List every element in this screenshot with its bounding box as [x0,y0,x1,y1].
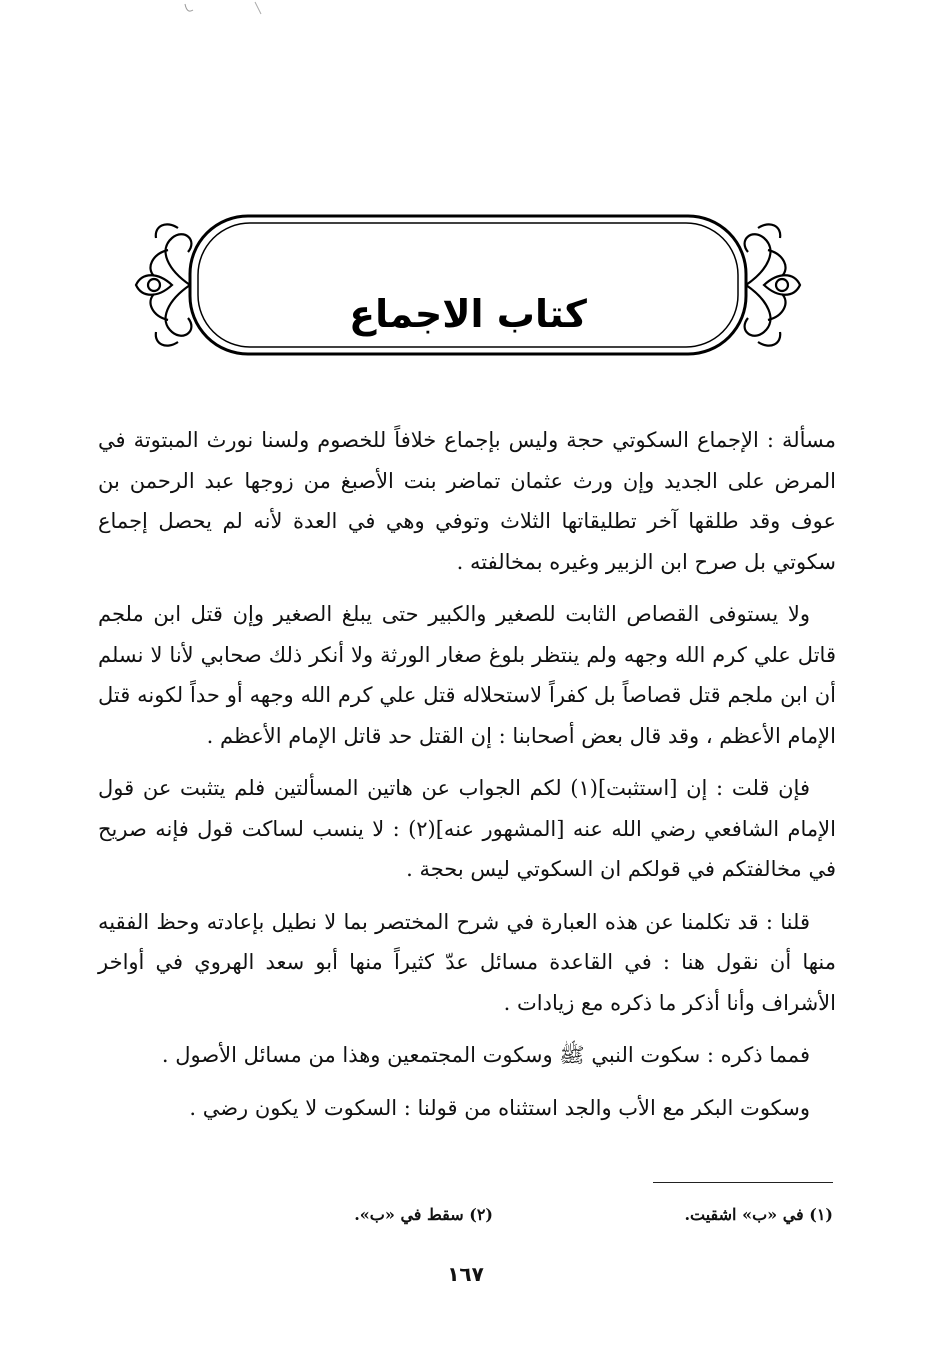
title-frame [128,210,808,360]
footnote-separator [653,1182,833,1183]
ornamental-frame-icon [128,210,808,360]
footnote-1: (١) في «ب» اشقيت. [684,1205,833,1224]
scan-mark-left [183,0,197,18]
paragraph-3: فإن قلت : إن [استثبت](١) لكم الجواب عن هاتين المسألتين فلم يتثبت عن قول الإمام الشافعي رضي الله عنه [المشهور عنه](٢) : لا ينسب لساكت قول فإنه صريح في مخالفتكم في قولكم ان السكوتي ليس بحجة . [98,776,836,881]
chapter-title: كتاب الاجماع [349,292,587,336]
scan-mark-right [252,0,266,18]
paragraph-4: قلنا : قد تكلمنا عن هذه العبارة في شرح المختصر بما لا نطيل بإعادته وحظ الفقيه منها أن نقول هنا : في القاعدة مسائل عدّ كثيراً منها أبو سعد الهروي في أواخر الأشراف وأنا أذكر ما ذكره مع زيادات . [98,909,836,1015]
footnote-2: (٢) سقط في «ب». [354,1205,493,1224]
paragraph-2: ولا يستوفى القصاص الثابت للصغير والكبير حتى يبلغ الصغير وإن قتل ابن ملجم قاتل علي كرم الله وجهه ولم ينتظر بلوغ صغار الورثة ولا أنكر ذلك صحابي لأنا لا نسلم أن ابن ملجم قتل قصاصاً بل كفراً لاستحلاله قتل علي كرم الله وجهه أو حداً لكونه قتل الإمام الأعظم ، وقد قال بعض أصحابنا : إن القتل حد قاتل الإمام الأعظم . [98,602,836,748]
body-text [98,420,836,1140]
paragraph-6: وسكوت البكر مع الأب والجد استثناه من قولنا : السكوت لا يكون رضي . [189,1095,810,1120]
page-number: ١٦٧ [447,1262,484,1286]
paragraph-5: فمما ذكره : سكوت النبي ﷺ وسكوت المجتمعين وهذا من مسائل الأصول . [161,1043,810,1067]
paragraph-1: مسألة : الإجماع السكوتي حجة وليس بإجماع خلافاً للخصوم ولسنا نورث المبتوتة في المرض على الجديد وإن ورث عثمان تماضر بنت الأصبغ من زوجها عبد الرحمن بن عوف وقد طلقها آخر تطليقاتها الثلاث وتوفي وهي في العدة لأنه لم يحصل إجماع سكوتي بل صرح ابن الزبير وغيره بمخالفته . [98,428,836,574]
